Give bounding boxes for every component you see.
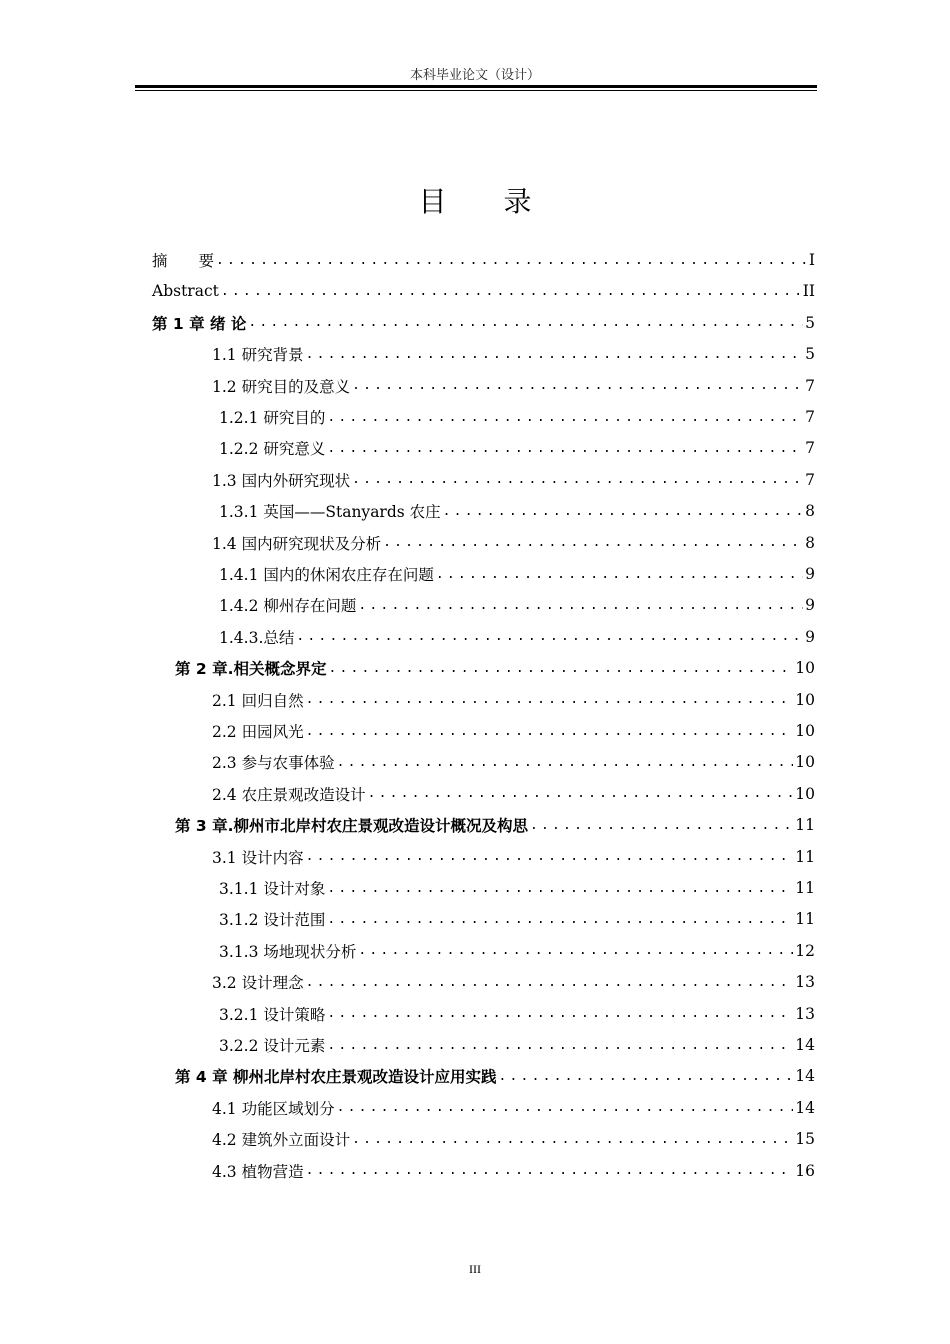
toc-entry-page: 16 <box>795 1161 815 1180</box>
header-rule-thin <box>135 90 817 91</box>
toc-entry-page: 9 <box>805 565 815 583</box>
toc-entry-page: I <box>808 251 815 269</box>
toc-entry-page: 8 <box>805 502 815 521</box>
toc-entry-label: 3.1.2 设计范围 <box>219 911 326 930</box>
dot-leader <box>306 1163 794 1178</box>
toc-entry-label: 3.2 设计理念 <box>212 974 304 993</box>
dot-leader <box>358 943 793 958</box>
dot-leader <box>443 504 803 519</box>
toc-entry[interactable] <box>219 497 815 525</box>
dot-leader <box>221 284 801 299</box>
dot-leader <box>327 410 803 425</box>
toc-entry[interactable] <box>212 529 815 557</box>
toc-entry[interactable] <box>212 466 815 494</box>
toc-entry[interactable] <box>152 277 815 305</box>
toc-entry[interactable] <box>219 905 815 933</box>
dot-leader <box>328 661 793 676</box>
toc-entry[interactable] <box>212 968 815 996</box>
toc-entry[interactable] <box>212 780 815 808</box>
toc-entry-label: 第 4 章 柳州北岸村农庄景观改造设计应用实践 <box>175 1068 497 1087</box>
toc-entry[interactable] <box>212 1157 815 1185</box>
dot-leader <box>248 315 803 330</box>
toc-entry[interactable] <box>219 1000 815 1028</box>
dot-leader <box>436 567 803 582</box>
toc-entry-page: 14 <box>795 1036 815 1054</box>
page-number: III <box>469 1262 481 1276</box>
toc-entry-label: 2.1 回归自然 <box>212 691 304 710</box>
dot-leader <box>327 1038 793 1053</box>
toc-entry-page: 11 <box>795 910 815 929</box>
dot-leader <box>352 472 803 487</box>
dot-leader <box>337 755 794 770</box>
toc-title: 目 录 <box>418 185 556 218</box>
toc-entry[interactable] <box>175 654 815 682</box>
toc-entry-page: 11 <box>795 816 815 835</box>
toc-entry-page: 7 <box>805 470 815 489</box>
toc-entry-label: 第 2 章.相关概念界定 <box>175 660 327 679</box>
header-rule-thick <box>135 85 817 88</box>
toc-entry-label: 1.2.1 研究目的 <box>219 409 326 427</box>
toc-entry[interactable] <box>219 623 815 651</box>
toc-entry-page: 15 <box>795 1130 815 1149</box>
dot-leader <box>352 378 803 393</box>
toc-entry[interactable] <box>219 434 815 462</box>
toc-entry-label: 4.1 功能区域划分 <box>212 1099 335 1118</box>
toc-entry[interactable] <box>219 560 815 588</box>
toc-entry[interactable] <box>212 686 815 714</box>
toc-entry[interactable] <box>212 1094 815 1122</box>
toc-entry[interactable] <box>212 1125 815 1153</box>
toc-entry[interactable] <box>152 309 815 337</box>
dot-leader <box>306 849 794 864</box>
dot-leader <box>306 692 794 707</box>
toc-entry-label: 1.4 国内研究现状及分析 <box>212 534 382 553</box>
toc-entry-page: 10 <box>795 659 815 678</box>
dot-leader <box>306 975 794 990</box>
toc-entry-label: Abstract <box>152 282 219 301</box>
dot-leader <box>383 535 803 550</box>
toc-entry[interactable] <box>219 874 815 902</box>
toc-entry-page: 9 <box>805 596 815 615</box>
toc-entry[interactable] <box>175 1062 815 1090</box>
toc-entry-label: 摘 要 <box>152 252 215 270</box>
toc-entry-page: 8 <box>805 533 815 552</box>
toc-entry[interactable] <box>212 372 815 400</box>
toc-entry-label: 2.2 田园风光 <box>212 723 304 741</box>
toc-entry-page: 10 <box>795 722 815 740</box>
toc-entry-label: 3.2.2 设计元素 <box>219 1037 326 1055</box>
toc-entry-page: 14 <box>795 1067 815 1086</box>
toc-entry-label: 3.1 设计内容 <box>212 848 304 867</box>
toc-entry-page: 5 <box>805 345 815 364</box>
toc-entry[interactable] <box>212 340 815 368</box>
toc-entry-page: II <box>802 282 815 301</box>
dot-leader <box>327 1006 793 1021</box>
dot-leader <box>337 1100 794 1115</box>
toc-entry[interactable] <box>152 246 815 274</box>
toc-entry-page: 10 <box>795 784 815 803</box>
toc-entry-label: 1.3 国内外研究现状 <box>212 471 351 490</box>
toc-entry-page: 13 <box>795 973 815 992</box>
toc-entry-page: 10 <box>795 690 815 709</box>
toc-entry-page: 10 <box>795 753 815 772</box>
dot-leader <box>368 786 794 801</box>
toc-entry[interactable] <box>219 937 815 965</box>
toc-entry[interactable] <box>212 843 815 871</box>
toc-entry-page: 11 <box>795 879 815 897</box>
toc-entry-page: 11 <box>795 847 815 866</box>
toc-entry-page: 7 <box>805 439 815 458</box>
toc-entry-page: 7 <box>805 376 815 395</box>
dot-leader <box>306 724 794 739</box>
toc-entry-label: 2.3 参与农事体验 <box>212 754 335 773</box>
toc-entry-page: 7 <box>805 408 815 426</box>
toc-entry-label: 4.2 建筑外立面设计 <box>212 1131 351 1150</box>
toc-entry-page: 14 <box>795 1098 815 1117</box>
toc-entry-label: 4.3 植物营造 <box>212 1162 304 1181</box>
dot-leader <box>358 598 803 613</box>
dot-leader <box>498 1069 793 1084</box>
toc-entry-label: 1.3.1 英国——Stanyards 农庄 <box>219 503 441 522</box>
toc-entry-label: 3.2.1 设计策略 <box>219 1005 326 1024</box>
toc-entry-label: 第 3 章.柳州市北岸村农庄景观改造设计概况及构思 <box>175 817 528 836</box>
toc-entry-label: 3.1.1 设计对象 <box>219 880 326 898</box>
dot-leader <box>216 253 807 268</box>
toc-entry-label: 2.4 农庄景观改造设计 <box>212 785 366 804</box>
toc-entry-label: 1.4.3.总结 <box>219 628 295 647</box>
dot-leader <box>296 629 803 644</box>
toc-entry-label: 1.4.1 国内的休闲农庄存在问题 <box>219 566 434 584</box>
dot-leader <box>306 347 804 362</box>
dot-leader <box>327 881 793 896</box>
toc-entry-page: 5 <box>805 313 815 332</box>
dot-leader <box>327 912 793 927</box>
toc-entry-page: 12 <box>795 941 815 960</box>
toc-entry[interactable] <box>219 591 815 619</box>
dot-leader <box>327 441 803 456</box>
toc-entry-label: 1.1 研究背景 <box>212 346 304 365</box>
toc-entry-label: 1.2 研究目的及意义 <box>212 377 351 396</box>
toc-entry[interactable] <box>212 748 815 776</box>
toc-entry-label: 1.4.2 柳州存在问题 <box>219 597 357 616</box>
running-header: 本科毕业论文（设计） <box>409 68 540 83</box>
toc-entry-label: 3.1.3 场地现状分析 <box>219 942 357 961</box>
toc-entry-label: 1.2.2 研究意义 <box>219 440 326 459</box>
toc-entry[interactable] <box>175 811 815 839</box>
dot-leader <box>530 818 793 833</box>
toc-entry[interactable] <box>219 1031 815 1059</box>
toc-entry-page: 13 <box>795 1004 815 1023</box>
dot-leader <box>352 1132 793 1147</box>
toc-entry-page: 9 <box>805 627 815 646</box>
toc-entry[interactable] <box>219 403 815 431</box>
toc-entry[interactable] <box>212 717 815 745</box>
toc-entry-label: 第 1 章 绪 论 <box>152 314 247 333</box>
